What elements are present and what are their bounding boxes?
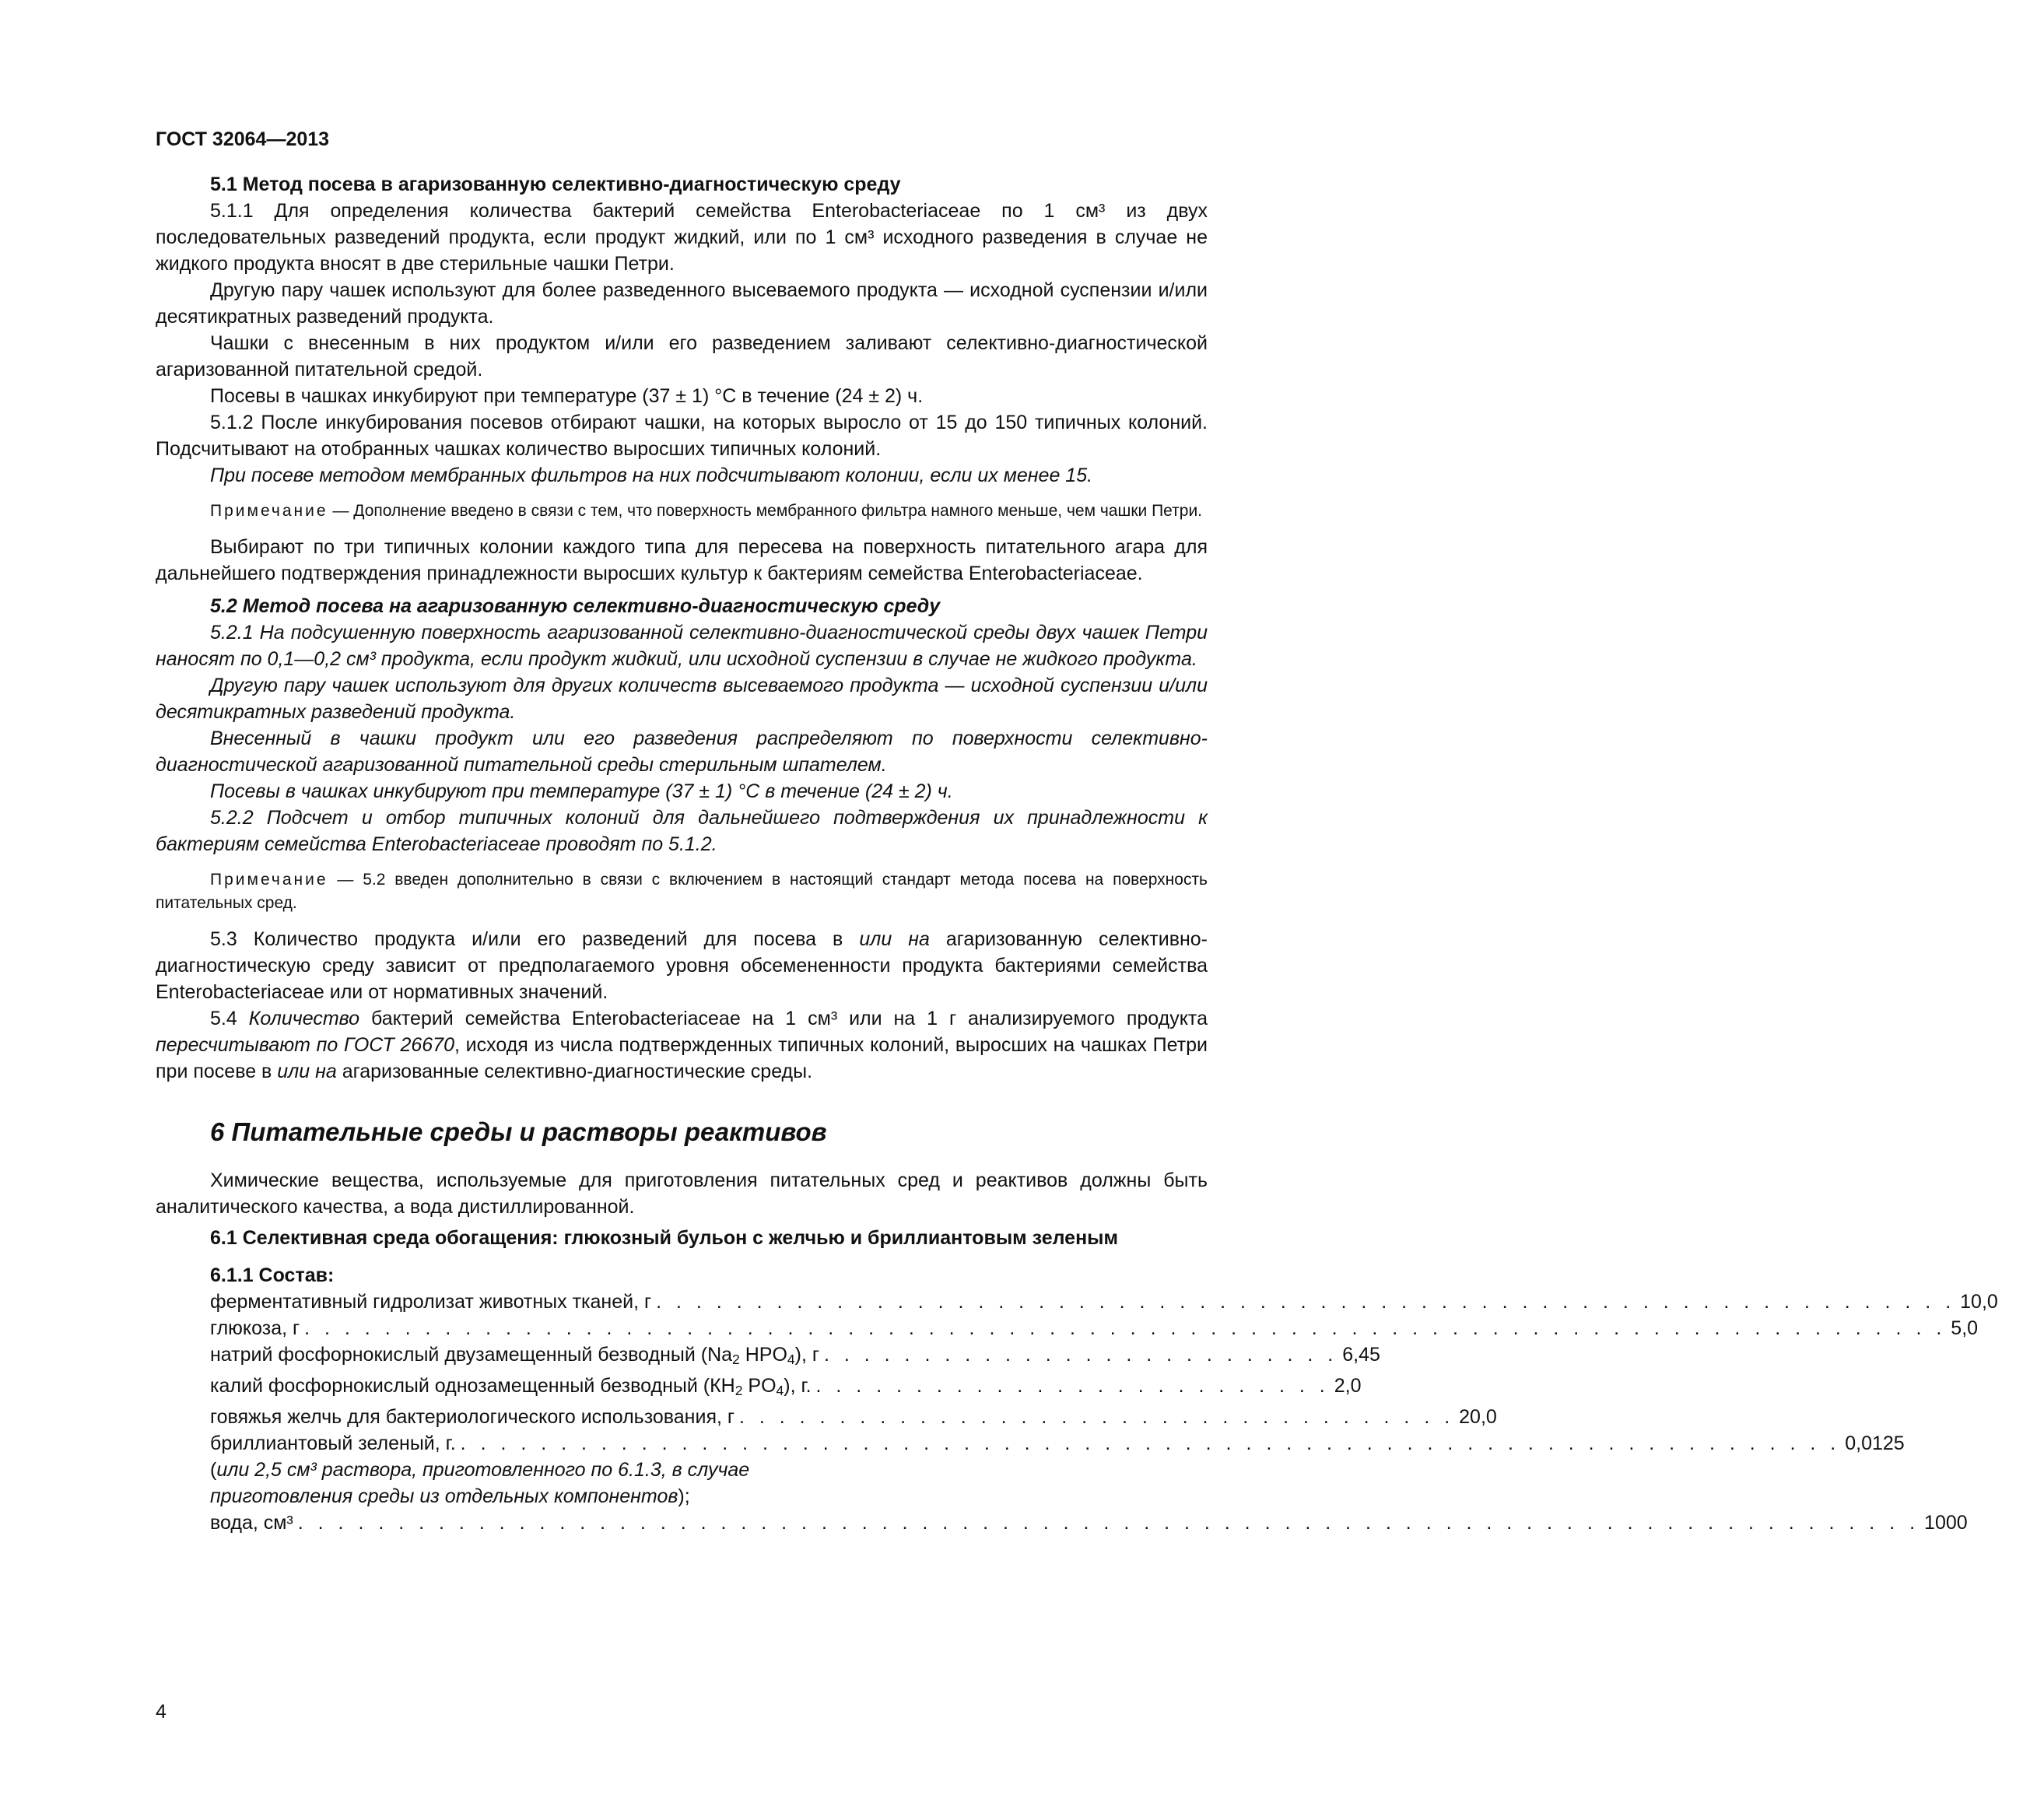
paragraph: Выбирают по три типичных колонии каждого типа для пересева на поверхность питательного агара для дальнейшего подтверждения принадлежности выросших культур к бактериям семейства Enterobacteriaceae. <box>156 536 1208 584</box>
text-run-italic: или на <box>277 1061 337 1082</box>
item-label <box>210 1341 819 1373</box>
text-run: ), г <box>794 1344 819 1366</box>
section-5-2-title: 5.2 Метод посева на агаризованную селективно-диагностическую среду <box>210 595 941 617</box>
dot-leader: . . . . . . . . . . . . . . . . . . . . . . . . . . . . . . . . . . . . . . . . . . . . . . . . . . . . . . . . . . . . . . . . . . . . . <box>460 1433 1841 1454</box>
paragraph-5-1-1: 5.1.1 Для определения количества бактерий семейства Enterobacteriaceae по 1 см³ из двух последовательных разведений продукта, если продукт жидкий, или по 1 см³ исходного разведения в случае не жидкого продукта вносят в две стерильные чашки Петри. <box>156 200 1208 275</box>
paragraph: Другую пару чашек используют для более разведенного высеваемого продукта — исходной суспензии и/или десятикратных разведений продукта. <box>156 279 1208 328</box>
document-header: ГОСТ 32064—2013 <box>156 128 330 150</box>
text-run: ), г. <box>784 1375 812 1397</box>
text-run-italic: пересчитывают по ГОСТ 26670 <box>156 1034 454 1056</box>
page-number: 4 <box>156 1701 167 1723</box>
text-run-italic: Количество <box>248 1008 360 1029</box>
list-item <box>210 1341 1380 1373</box>
dot-leader: . . . . . . . . . . . . . . . . . . . . . . . . . . <box>823 1344 1338 1366</box>
document-page <box>156 126 1998 1536</box>
dot-leader: . . . . . . . . . . . . . . . . . . . . . . . . . . . . . . . . . . . . <box>739 1406 1455 1428</box>
list-item <box>210 1404 1497 1430</box>
note <box>156 868 1208 915</box>
item-value: 0,0125 <box>1845 1433 1905 1454</box>
item-value: 5,0 <box>1951 1317 1979 1339</box>
dot-leader: . . . . . . . . . . . . . . . . . . . . . . . . . . <box>815 1375 1330 1397</box>
paragraph-italic: При посеве методом мембранных фильтров на них подсчитывают колонии, если их менее 15. <box>210 465 1093 486</box>
note <box>156 500 1208 523</box>
note-text: — 5.2 введен дополнительно в связи с включением в настоящий стандарт метода посева на поверхность питательных сред. <box>156 871 1208 912</box>
note-label: Примечание <box>210 502 328 520</box>
text-run: калий фосфорнокислый однозамещенный безводный (КH <box>210 1375 735 1397</box>
paragraph-5-3 <box>156 926 1208 1005</box>
section-5-1-title: 5.1 Метод посева в агаризованную селективно-диагностическую среду <box>210 174 901 195</box>
subscript: 4 <box>787 1352 795 1367</box>
section-6-title: 6 Питательные среды и растворы реактивов <box>210 1117 827 1146</box>
item-label: говяжья желчь для бактериологического использования, г <box>210 1406 735 1428</box>
item-label: ферментативный гидролизат животных тканей, г <box>210 1291 652 1313</box>
text-run: ( <box>210 1459 217 1481</box>
paragraph: Внесенный в чашки продукт или его разведения распределяют по поверхности селективно-диагностической агаризованной питательной среды стерильным шпателем. <box>156 728 1208 776</box>
text-run: ); <box>678 1485 690 1507</box>
paragraph-5-1-2: 5.1.2 После инкубирования посевов отбирают чашки, на которых выросло от 15 до 150 типичных колоний. Подсчитывают на отобранных чашках количество выросших типичных колоний. <box>156 412 1208 460</box>
text-run: HPO <box>739 1344 787 1366</box>
paragraph-5-4 <box>156 1005 1208 1085</box>
subscript: 4 <box>776 1383 784 1398</box>
text-run-italic: или на <box>859 928 930 950</box>
item-label: бриллиантовый зеленый, г. <box>210 1433 456 1454</box>
paragraph: Посевы в чашках инкубируют при температуре (37 ± 1) °С в течение (24 ± 2) ч. <box>210 780 953 802</box>
list-item <box>210 1510 1968 1536</box>
dot-leader: . . . . . . . . . . . . . . . . . . . . . . . . . . . . . . . . . . . . . . . . . . . . . . . . . . . . . . . . . . . . . . . . . <box>656 1291 1956 1313</box>
text-run-italic: или 2,5 см³ раствора, приготовленного по 6.1.3, в случае приготовления среды из отдельных компонентов <box>210 1459 750 1507</box>
text-run: бактерий семейства Enterobacteriaceae на 1 см³ или на 1 г анализируемого продукта <box>359 1008 1208 1029</box>
item-value: 10,0 <box>1960 1291 1998 1313</box>
composition-list <box>210 1289 1998 1536</box>
list-item <box>210 1315 1979 1341</box>
section-6-1-1-title: 6.1.1 Состав: <box>210 1264 335 1286</box>
text-run: агаризованную селективно-диагностическую среду зависит от предполагаемого уровня обсемененности продукта бактериями семейства Enterobacteriaceae или от нормативных значений. <box>156 928 1208 1003</box>
paragraph-5-2-2: 5.2.2 Подсчет и отбор типичных колоний для дальнейшего подтверждения их принадлежности к бактериям семейства Enterobacteriaceae проводят по 5.1.2. <box>156 807 1208 855</box>
paragraph: Посевы в чашках инкубируют при температуре (37 ± 1) °С в течение (24 ± 2) ч. <box>210 385 924 407</box>
paragraph: Другую пару чашек используют для других количеств высеваемого продукта — исходной суспензии и/или десятикратных разведений продукта. <box>156 675 1208 723</box>
list-item <box>210 1289 1998 1315</box>
subscript: 2 <box>732 1352 740 1367</box>
item-label: вода, см³ <box>210 1512 293 1534</box>
item-label <box>210 1373 812 1404</box>
dot-leader: . . . . . . . . . . . . . . . . . . . . . . . . . . . . . . . . . . . . . . . . . . . . . . . . . . . . . . . . . . . . . . . . . . . . . . . . . . . . . . . . . <box>297 1512 1920 1534</box>
note-label: Примечание <box>210 871 328 889</box>
section-6-1-title: 6.1 Селективная среда обогащения: глюкозный бульон с желчью и бриллиантовым зеленым <box>210 1227 1119 1249</box>
item-value: 1000 <box>1924 1512 1968 1534</box>
paragraph-5-2-1: 5.2.1 На подсушенную поверхность агаризованной селективно-диагностической среды двух чашек Петри наносят по 0,1—0,2 см³ продукта, если продукт жидкий, или исходной суспензии в случае не жидкого продукта. <box>156 622 1208 670</box>
paragraph: Чашки с внесенным в них продуктом и/или его разведением заливают селективно-диагностической агаризованной питательной средой. <box>156 332 1208 380</box>
composition-note <box>210 1457 833 1510</box>
list-item <box>210 1430 1905 1457</box>
item-value: 20,0 <box>1459 1406 1497 1428</box>
list-item <box>210 1373 1362 1404</box>
text-run: 5.3 Количество продукта и/или его разведений для посева в <box>210 928 860 950</box>
text-run: , исходя из числа подтвержденных типичных колоний, выросших на чашках Петри при посеве в <box>156 1034 1208 1082</box>
text-run: агаризованные селективно-диагностические среды. <box>336 1061 813 1082</box>
text-run: натрий фосфорнокислый двузамещенный безводный (Na <box>210 1344 733 1366</box>
item-label: глюкоза, г <box>210 1317 300 1339</box>
item-value: 6,45 <box>1342 1344 1380 1366</box>
dot-leader: . . . . . . . . . . . . . . . . . . . . . . . . . . . . . . . . . . . . . . . . . . . . . . . . . . . . . . . . . . . . . . . . . . . . . . . . . . . . . . . . . . <box>304 1317 1947 1339</box>
text-run: PO <box>742 1375 777 1397</box>
item-value: 2,0 <box>1334 1375 1362 1397</box>
subscript: 2 <box>735 1383 743 1398</box>
paragraph-6-intro: Химические вещества, используемые для приготовления питательных сред и реактивов должны быть аналитического качества, а вода дистиллированной. <box>156 1169 1208 1218</box>
text-run: 5.4 <box>210 1008 249 1029</box>
note-text: — Дополнение введено в связи с тем, что поверхность мембранного фильтра намного меньше, чем чашки Петри. <box>328 502 1203 520</box>
